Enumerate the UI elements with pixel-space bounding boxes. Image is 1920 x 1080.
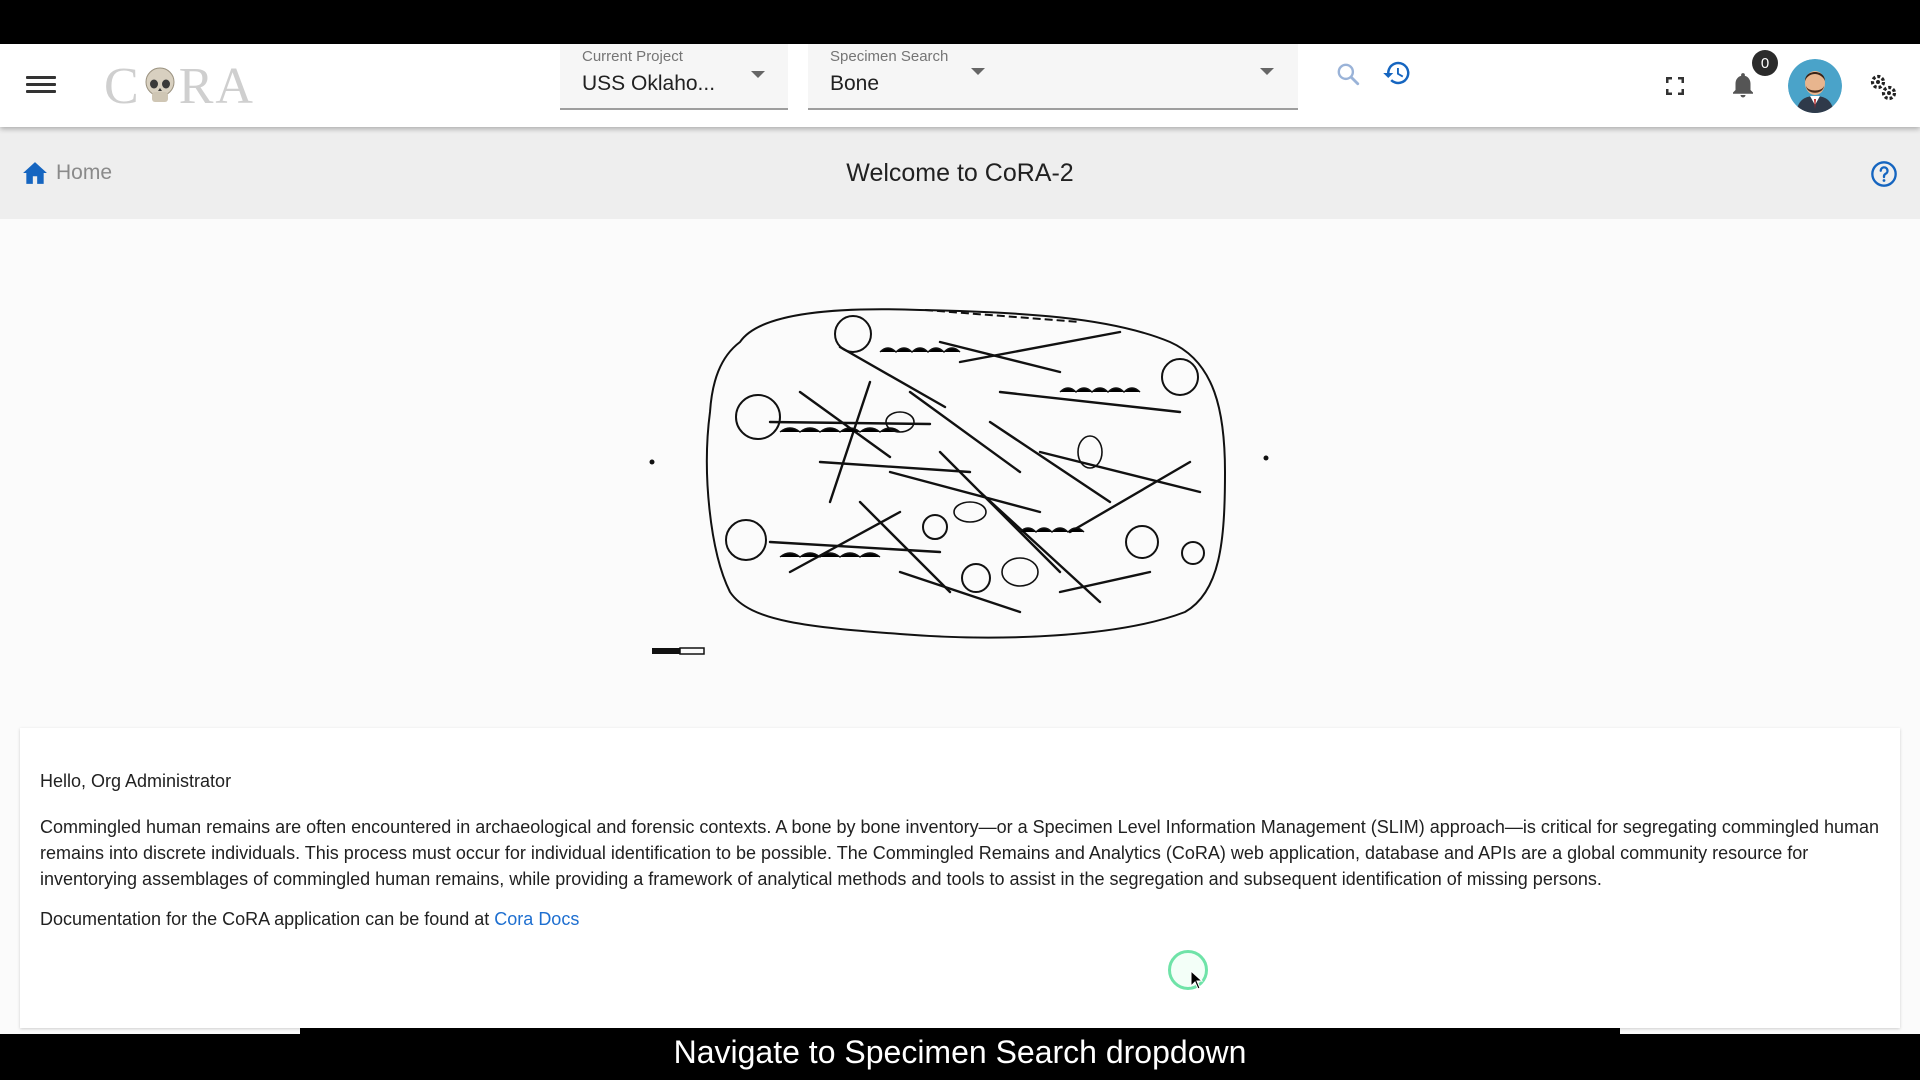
app-window — [0, 44, 1920, 1034]
cora-docs-link[interactable]: Cora Docs — [494, 909, 580, 929]
specimen-search-label: Specimen Search — [830, 48, 949, 65]
avatar[interactable] — [1788, 59, 1842, 113]
page-title: Welcome to CoRA-2 — [846, 159, 1074, 187]
docs-text — [40, 906, 1880, 932]
chevron-down-icon — [751, 71, 765, 78]
fullscreen-icon[interactable] — [1660, 71, 1690, 101]
welcome-card — [20, 728, 1900, 1028]
breadcrumb-home-label: Home — [56, 161, 113, 184]
menu-icon[interactable] — [26, 72, 56, 98]
help-icon[interactable] — [1870, 160, 1898, 188]
cora-logo[interactable]: C RA — [104, 57, 255, 115]
tutorial-caption: Navigate to Specimen Search dropdown — [673, 1034, 1247, 1070]
description-text: Commingled human remains are often encountered in archaeological and forensic contexts. A bone by bone inventory—or a Specimen Level Information Management (SLIM) approach—is critical for segregating commingled human remains into discrete individuals. This process must occur for individual identification to be possible. The Commingled Remains and Analytics (CoRA) web application, database and APIs are a global community resource for inventorying assemblages of commingled human remains, while providing a framework of analytical methods and tools to assist in the segregation and subsequent identification of missing persons. — [40, 817, 1879, 889]
docs-prefix: Documentation for the CoRA application can be found at — [40, 909, 495, 929]
specimen-type-chevron-icon[interactable] — [971, 68, 985, 75]
bell-icon[interactable] — [1726, 68, 1760, 102]
page-header — [0, 127, 1920, 219]
search-icon[interactable] — [1334, 60, 1362, 88]
specimen-search-select[interactable] — [808, 44, 1298, 110]
settings-icon[interactable] — [1866, 70, 1900, 104]
current-project-label: Current Project — [582, 48, 683, 65]
chevron-down-icon[interactable] — [1260, 68, 1274, 75]
top-bar — [0, 44, 1920, 127]
notification-badge: 0 — [1752, 50, 1778, 76]
skull-icon — [143, 66, 177, 106]
mouse-cursor-icon — [1190, 970, 1204, 990]
specimen-search-value: Bone — [830, 72, 880, 95]
current-project-select[interactable] — [560, 44, 788, 110]
commingled-remains-illustration — [640, 272, 1280, 672]
greeting-text: Hello, Org Administrator — [40, 771, 232, 791]
current-project-value: USS Oklaho... — [582, 72, 716, 95]
history-icon[interactable] — [1382, 58, 1412, 88]
